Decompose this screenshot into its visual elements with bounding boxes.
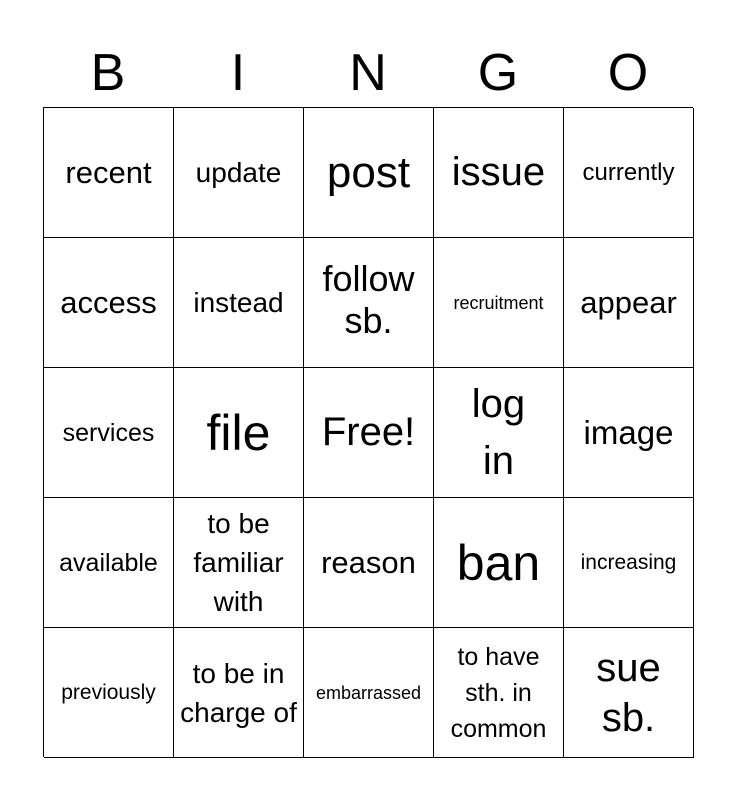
bingo-cell[interactable] <box>564 368 694 498</box>
bingo-cell[interactable] <box>434 108 564 238</box>
header-letter-n: N <box>349 44 387 102</box>
cell-text: ban <box>456 534 541 591</box>
bingo-cell[interactable] <box>304 238 434 368</box>
cell-text: to have sth. in common <box>450 642 547 743</box>
bingo-cell[interactable] <box>434 498 564 628</box>
bingo-cell[interactable] <box>434 238 564 368</box>
header-letter-g: G <box>477 44 519 102</box>
cell-text: image <box>583 413 674 451</box>
cell-text: Free! <box>321 410 416 454</box>
bingo-cell[interactable] <box>434 628 564 758</box>
cell-text: to be in charge of <box>180 657 297 728</box>
header-letter-b: B <box>90 44 126 102</box>
bingo-cell[interactable] <box>304 628 434 758</box>
header-letter-o: O <box>607 44 649 102</box>
bingo-cell[interactable] <box>434 368 564 498</box>
cell-text: reason <box>321 544 416 580</box>
bingo-cell[interactable] <box>564 108 694 238</box>
bingo-cell[interactable] <box>44 498 174 628</box>
cell-text: increasing <box>580 550 677 574</box>
bingo-cell[interactable] <box>564 498 694 628</box>
bingo-cell[interactable] <box>564 628 694 758</box>
cell-text: sue sb. <box>596 645 661 740</box>
bingo-cell[interactable] <box>44 628 174 758</box>
cell-text: post <box>326 147 411 197</box>
bingo-cell[interactable] <box>304 498 434 628</box>
bingo-cell[interactable] <box>174 368 304 498</box>
cell-text: issue <box>451 150 546 194</box>
cell-text: access <box>60 284 157 320</box>
cell-text: services <box>62 418 155 447</box>
cell-text: available <box>59 548 158 577</box>
bingo-cell[interactable] <box>44 238 174 368</box>
cell-text: recent <box>65 154 152 190</box>
cell-text: previously <box>61 680 156 704</box>
bingo-header <box>43 40 693 106</box>
bingo-cell[interactable] <box>174 108 304 238</box>
cell-text: recruitment <box>453 292 544 313</box>
header-letter-i: I <box>230 44 246 102</box>
cell-text: instead <box>193 287 284 318</box>
cell-text: embarrassed <box>315 682 422 703</box>
cell-text: log in <box>471 381 526 483</box>
cell-text: file <box>206 404 271 461</box>
cell-text: update <box>195 157 282 188</box>
bingo-cell[interactable] <box>174 628 304 758</box>
bingo-cell[interactable] <box>44 368 174 498</box>
cell-text: follow sb. <box>322 257 415 341</box>
bingo-cell[interactable] <box>174 498 304 628</box>
bingo-cell[interactable] <box>564 238 694 368</box>
cell-text: to be familiar with <box>193 508 284 617</box>
cell-text: appear <box>580 284 677 320</box>
bingo-cell[interactable] <box>44 108 174 238</box>
bingo-cell[interactable] <box>174 238 304 368</box>
bingo-card <box>43 107 693 757</box>
cell-text: currently <box>582 158 675 186</box>
bingo-cell free-space[interactable] <box>304 368 434 498</box>
bingo-cell[interactable] <box>304 108 434 238</box>
